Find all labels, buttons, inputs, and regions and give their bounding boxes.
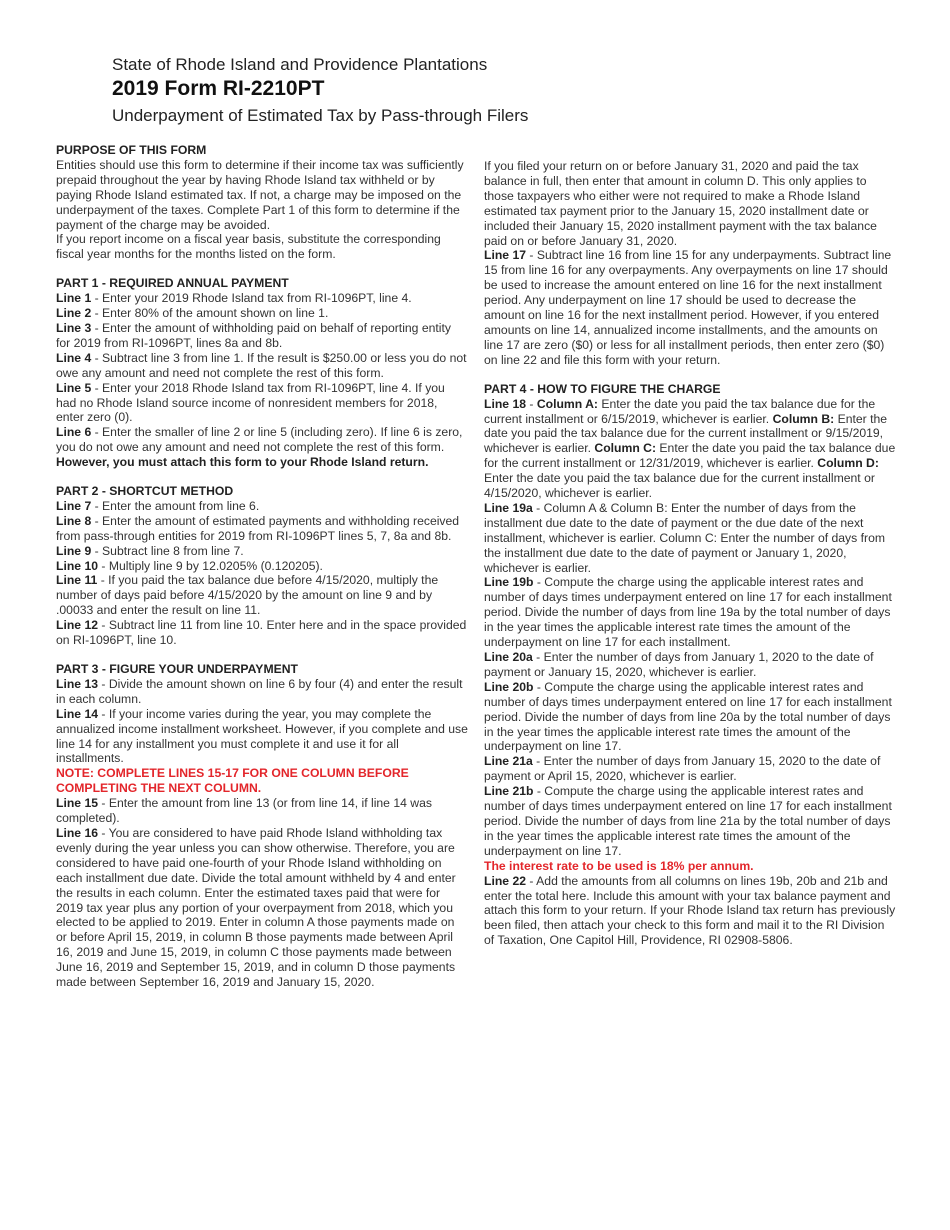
right-column bbox=[484, 159, 896, 948]
line-label: Line 7 bbox=[56, 498, 92, 513]
line-1 bbox=[56, 291, 468, 306]
form-title: 2019 Form RI-2210PT bbox=[112, 77, 325, 100]
column-a-text: Enter the date you paid the tax balance due for the current installment or 6/15/2019, whichever is earlier. bbox=[484, 396, 876, 426]
column-a-label: Column A: bbox=[536, 396, 598, 411]
purpose-title: PURPOSE OF THIS FORM bbox=[56, 143, 207, 157]
line-text: - Enter your 2018 Rhode Island tax from RI-1096PT, line 4. If you had no Rhode Island source income of nonresident members for 2018, enter zero (0). bbox=[56, 380, 445, 425]
column-d-text: Enter the date you paid the tax balance due for the current installment or 4/15/2020, whichever is earlier. bbox=[484, 471, 875, 501]
part3-title: PART 3 - FIGURE YOUR UNDERPAYMENT bbox=[56, 662, 298, 676]
line-text: - Enter the smaller of line 2 or line 5 (including zero). If line 6 is zero, you do not owe any amount and need not complete the rest of this form. bbox=[56, 425, 463, 455]
line-21b bbox=[484, 784, 896, 859]
line-label: Line 2 bbox=[56, 306, 92, 321]
line-16 bbox=[56, 826, 468, 990]
line-text: - You are considered to have paid Rhode Island withholding tax evenly during the year unless you can show otherwise. Therefore, you are considered to have paid one-fourth of your Rhode Island withholding on each installment due date. Divide the total amount withheld by 4 and enter the results in each column. Enter the estimated taxes paid that were for 2019 tax year plus any portion of your overpayment from 2018, which you elected to be applied to 2019. Enter in column A those payments made on or before April 15, 2019, in column B those payments made between April 16, 2019 and June 15, 2019, in column C those payments made between June 16, 2019 and September 15, 2019, and in column D those payments made between September 16, 2019 and January 15, 2020. bbox=[56, 825, 456, 990]
line-text: - Enter the amount from line 6. bbox=[91, 498, 260, 513]
form-header bbox=[112, 54, 852, 128]
line-text: - Enter the number of days from January 15, 2020 to the date of payment or April 15, 2020, whichever is earlier. bbox=[484, 754, 881, 784]
line-4 bbox=[56, 351, 468, 381]
line-12 bbox=[56, 618, 468, 648]
line-19b bbox=[484, 575, 896, 650]
line-label: Line 19b bbox=[484, 575, 534, 590]
line-text: - Subtract line 11 from line 10. Enter here and in the space provided on RI-1096PT, line 10. bbox=[56, 618, 467, 648]
line-11 bbox=[56, 573, 468, 618]
line-10 bbox=[56, 559, 468, 574]
note-complete-lines: NOTE: COMPLETE LINES 15-17 FOR ONE COLUMN BEFORE COMPLETING THE NEXT COLUMN. bbox=[56, 766, 409, 796]
part4-title: PART 4 - HOW TO FIGURE THE CHARGE bbox=[484, 381, 721, 396]
line-label: Line 3 bbox=[56, 320, 92, 335]
line-7 bbox=[56, 499, 468, 514]
column-b-text: Enter the date you paid the tax balance due for the current installment or 9/15/2019, whichever is earlier. bbox=[484, 411, 888, 456]
form-subtitle: Underpayment of Estimated Tax by Pass-through Filers bbox=[112, 106, 529, 125]
left-column bbox=[56, 143, 468, 990]
column-c-text: Enter the date you paid the tax balance due for the current installment or 12/31/2019, whichever is earlier. bbox=[484, 441, 896, 471]
line-label: Line 9 bbox=[56, 543, 92, 558]
line-21a bbox=[484, 754, 896, 784]
line-20a bbox=[484, 650, 896, 680]
line-label: Line 17 bbox=[484, 248, 526, 263]
part2-title: PART 2 - SHORTCUT METHOD bbox=[56, 484, 234, 499]
line-text: - Subtract line 3 from line 1. If the result is $250.00 or less you do not owe any amount and need not complete the rest of this form. bbox=[56, 350, 467, 380]
column-d-label: Column D: bbox=[817, 456, 879, 471]
line-22 bbox=[484, 874, 896, 949]
line-5 bbox=[56, 381, 468, 426]
line-label: Line 12 bbox=[56, 618, 98, 633]
line-text: - Column A & Column B: Enter the number of days from the installment due date to the date of payment or the due date of the next installment, whichever is earlier. Column C: Enter the number of days from the installment due date to the date of payment or January 1, 2020, whichever is earlier. bbox=[484, 500, 885, 575]
line-18: Line 18 - Column A: Enter the date you paid the tax balance due for the current installment or 6/15/2019, whichever is earlier. Column B: Enter the date you paid the tax balance due for the current installment or 9/15/2019, whichever is earlier. Column C: Enter the date you paid the tax balance due for the current installment or 12/31/2019, whichever is earlier. Column D: Enter the date you paid the tax balance due for the current installment or 4/15/2020, whichever is earlier. bbox=[484, 396, 896, 501]
line-20b bbox=[484, 680, 896, 755]
line-label: Line 18 bbox=[484, 396, 526, 411]
line-label: Line 5 bbox=[56, 380, 92, 395]
line-label: Line 20a bbox=[484, 650, 533, 664]
line-label: Line 21a bbox=[484, 754, 533, 769]
line-label: Line 20b bbox=[484, 679, 534, 694]
purpose-paragraph: Entities should use this form to determine if their income tax was sufficiently prepaid throughout the year by having Rhode Island tax withheld or by paying Rhode Island estimated tax. If not, a charge may be imposed on the underpayment of the taxes. Complete Part 1 of this form to determine if the payment of the charge may be avoided. bbox=[56, 157, 464, 232]
line-label: Line 22 bbox=[484, 873, 526, 888]
line-text: - Add the amounts from all columns on lines 19b, 20b and 21b and enter the total here. Include this amount with your tax balance payment and attach this form to your return. If your Rhode Island tax return has previously been filed, then attach your check to this form and mail it to the RI Division of Taxation, One Capitol Hill, Providence, RI 02908-5806. bbox=[484, 873, 896, 948]
line-text: - Subtract line 8 from line 7. bbox=[91, 543, 244, 558]
line-text: - Enter your 2019 Rhode Island tax from RI-1096PT, line 4. bbox=[91, 291, 412, 306]
line-text: - Enter the amount from line 13 (or from line 14, if line 14 was completed). bbox=[56, 796, 432, 826]
line-19a bbox=[484, 501, 896, 576]
line-label: Line 1 bbox=[56, 291, 92, 306]
line-label: Line 6 bbox=[56, 425, 92, 440]
line-label: Line 16 bbox=[56, 825, 98, 840]
line-14 bbox=[56, 707, 468, 767]
line-label: Line 14 bbox=[56, 706, 98, 721]
line-label: Line 4 bbox=[56, 350, 92, 365]
line-text: - Multiply line 9 by 12.0205% (0.120205). bbox=[98, 558, 323, 573]
column-b-label: Column B: bbox=[772, 411, 835, 426]
line-label: Line 21b bbox=[484, 784, 534, 799]
line-text: - Compute the charge using the applicable interest rates and number of days times underpayment entered on line 17 for each installment period. Divide the number of days from line 20a by the total number of days in the year times the applicable interest rate times the amount of the underpayment on line 17. bbox=[484, 679, 892, 754]
line-text: - If you paid the tax balance due before 4/15/2020, multiply the number of days paid before 4/15/2020 by the amount on line 9 and by .00033 and enter the result on line 11. bbox=[56, 573, 439, 618]
line-text: - Enter the number of days from January 1, 2020 to the date of payment or January 15, 2020, whichever is earlier. bbox=[484, 650, 874, 679]
state-name: State of Rhode Island and Providence Plantations bbox=[112, 55, 488, 74]
line-text: - Subtract line 16 from line 15 for any underpayments. Subtract line 15 from line 16 for any overpayments. Any overpayments on line 17 should be used to increase the amount entered on line 16 for the next installment period. Any underpayment on line 17 should be used to decrease the amount on line 16 for the next installment period. However, if you entered amounts on line 14, annualized income installments, and the amounts on line 17 are zero ($0) or less for all installment periods, then enter zero ($0) on line 22 and file this form with your return. bbox=[484, 248, 892, 367]
line-text: - Compute the charge using the applicable interest rates and number of days times underpayment entered on line 17 for each installment period. Divide the number of days from line 21a by the total number of days in the year times the applicable interest rate times the amount of the underpayment on line 17. bbox=[484, 784, 892, 858]
line-16-continued: If you filed your return on or before January 31, 2020 and paid the tax balance in full, then enter that amount in column D. This only applies to those taxpayers who either were not required to make a Rhode Island estimated tax payment prior to the January 15, 2020 installment date or included their January 15, 2020 installment payment with the tax balance paid on or before January 31, 2020. bbox=[484, 159, 877, 248]
line-17 bbox=[484, 248, 896, 367]
line-6 bbox=[56, 425, 468, 470]
line-13 bbox=[56, 677, 468, 707]
line-label: Line 11 bbox=[56, 573, 98, 588]
line-text: - Enter the amount of withholding paid on behalf of reporting entity for 2019 from RI-1096PT, lines 8a and 8b. bbox=[56, 320, 451, 350]
line-text: - If your income varies during the year, you may complete the annualized income installment worksheet. However, if you complete and use line 14 for any installment you must complete it and use it for all installments. bbox=[56, 706, 468, 766]
line-label: Line 8 bbox=[56, 513, 92, 528]
line-text: - Compute the charge using the applicable interest rates and number of days times underpayment entered on line 17 for each installment period. Divide the number of days from line 19a by the total number of days in the year times the applicable interest rate times the amount of the underpayment on line 17 for each installment. bbox=[484, 575, 892, 650]
line-2 bbox=[56, 306, 468, 321]
line-3 bbox=[56, 321, 468, 351]
line-text: - Enter 80% of the amount shown on line 1. bbox=[91, 306, 329, 321]
line-text: - Enter the amount of estimated payments and withholding received from pass-through entities for 2019 from RI-1096PT lines 5, 7, 8a and 8b. bbox=[56, 513, 460, 543]
line-label: Line 10 bbox=[56, 558, 98, 573]
purpose-paragraph-fiscal: If you report income on a fiscal year basis, substitute the corresponding fiscal year months for the months listed on the form. bbox=[56, 232, 441, 262]
line-8 bbox=[56, 514, 468, 544]
line-6-emphasis: However, you must attach this form to your Rhode Island return. bbox=[56, 455, 429, 470]
line-text: - Divide the amount shown on line 6 by four (4) and enter the result in each column. bbox=[56, 676, 463, 706]
line-9 bbox=[56, 544, 468, 559]
column-c-label: Column C: bbox=[594, 441, 657, 456]
line-15 bbox=[56, 796, 468, 826]
interest-rate-note: The interest rate to be used is 18% per annum. bbox=[484, 858, 754, 873]
line-label: Line 15 bbox=[56, 796, 98, 811]
part1-title: PART 1 - REQUIRED ANNUAL PAYMENT bbox=[56, 276, 289, 291]
line-label: Line 13 bbox=[56, 676, 98, 691]
line-label: Line 19a bbox=[484, 500, 533, 515]
